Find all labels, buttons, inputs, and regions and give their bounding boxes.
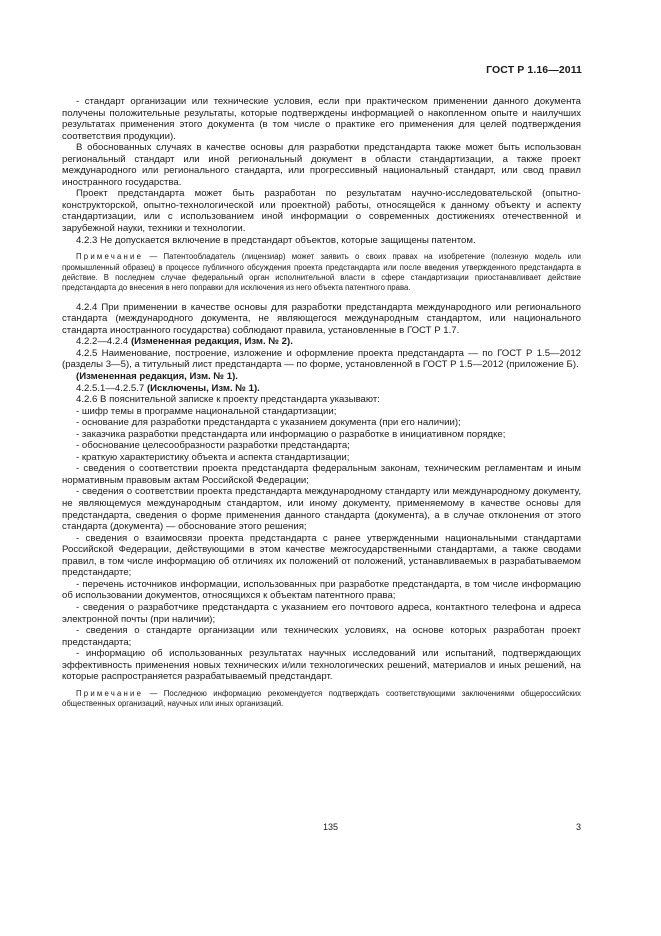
list-item: - информацию об использованных результатах научных исследований или испытаний, подтверждающих эффективность применения новых технических и/или технологических решений, материалов и иных решений, на которые распространяется разрабатываемый предстандарт. — [62, 648, 581, 683]
paragraph: Проект предстандарта может быть разработан по результатам научно-исследовательской (опытно-конструкторской, опытно-технологической или проектной) работы, относящейся к данному объекту и аспекту стандартизации, или с использованием иной информации о современных достижениях отечественной и зарубежной науки, техники и технологии. — [62, 188, 581, 235]
excluded-note: (Исключены, Изм. № 1). — [146, 382, 260, 394]
paragraph-4-2-3: 4.2.3 Не допускается включение в предстандарт объектов, которые защищены патентом. — [76, 234, 476, 246]
clause-ref: 4.2.2—4.2.4 — [76, 336, 129, 348]
list-item: - сведения о соответствии проекта предстандарта федеральным законам, техническим регламентам и иным нормативным правовым актам Российской Федерации; — [62, 463, 581, 486]
note-text: — Последнюю информацию рекомендуется подтверждать соответствующими заключениями общероссийских общественных организаций, научных или иных организаций. — [62, 688, 581, 709]
list-item: - перечень источников информации, использованных при разработке предстандарта, в том числе информацию об использовании документов, относящихся к объектам патентного права; — [62, 578, 581, 602]
note-info — [62, 689, 581, 710]
change-note-4-2-5: (Измененная редакция, Изм. № 1). — [76, 371, 238, 383]
paragraph-4-2-6: 4.2.6 В пояснительной записке к проекту предстандарта указывают: — [76, 394, 380, 406]
note-patent — [62, 252, 581, 294]
note-label: Примечание — [76, 688, 144, 698]
page-number-right: 3 — [575, 822, 581, 832]
list-item: - краткую характеристику объекта и аспекта стандартизации; — [76, 451, 350, 463]
list-item: - сведения о стандарте организации или технических условиях, на основе которых разработан проект предстандарта; — [62, 625, 581, 648]
change-note: (Измененная редакция, Изм. № 2). — [130, 336, 293, 348]
paragraph: - стандарт организации или технические условия, если при практическом применении данного документа получены положительные результаты, которые подтверждены информацией о накопленном опыте и наилучших результатах применения этого документа (в том числе о практике его применения для целей подтверждения соответствия продукции). — [62, 96, 581, 142]
note-label: Примечание — [76, 252, 144, 262]
list-item: - сведения о соответствии проекта предстандарта международному стандарту или международному документу, не являющемуся международным стандартом, или иному документу, применяемому в качестве основы для предстандарта, сведения о форме применения данного стандарта (документа), а в случае отклонения от этого стандарта (документа) — обоснование этого решения; — [62, 486, 581, 533]
list-item: - заказчика разработки предстандарта или информацию о разработке в инициативном порядке; — [76, 428, 506, 440]
paragraph-4-2-5: 4.2.5 Наименование, построение, изложение и оформление проекта предстандарта — по ГОСТ Р 1.5—2012 (разделы 3—5), а титульный лист предстандарта — по форме, установленной в ГОСТ Р 1.5—2012 (приложение Б). — [62, 347, 581, 371]
list-item: - шифр темы в программе национальной стандартизации; — [76, 405, 337, 417]
clause-ref: 4.2.5.1—4.2.5.7 — [76, 382, 145, 394]
page-number-center: 135 — [322, 822, 339, 832]
paragraph-4-2-4: 4.2.4 При применении в качестве основы для разработки предстандарта международного или регионального стандарта (международного документа, не являющегося международным стандартом, или национального стандарта иностранного государства) соблюдают правила, установленные в ГОСТ Р 1.7. — [62, 301, 581, 336]
note-text: — Патентообладатель (лицензиар) может заявить о своих правах на изобретение (полезную модель или промышленный образец) в процессе публичного обсуждения проекта предстандарта или после введения утвержденного предстандарта в действие. В последнем случае федеральный орган исполнительной власти в сфере стандартизации приостанавливает действие предстандарта до внесения в него поправки для исключения из него объекта патентного права. — [62, 252, 581, 293]
document-id-header: ГОСТ Р 1.16—2011 — [486, 64, 582, 76]
list-item: - обоснование целесообразности разработки предстандарта; — [76, 440, 350, 452]
list-item: - сведения о разработчике предстандарта с указанием его почтового адреса, контактного телефона и адреса электронной почты (при наличии); — [62, 601, 581, 625]
list-item: - основание для разработки предстандарта с указанием документа (при его наличии); — [76, 417, 461, 429]
paragraph-4-2-5-1 — [62, 383, 581, 395]
list-item: - сведения о взаимосвязи проекта предстандарта с ранее утвержденными национальными стандартами Российской Федерации, действующими в этом качестве межгосударственными стандартами, а также сводами правил, в том числе информацию об отличиях их положений от положений, устанавливаемых в разрабатываемом предстандарте; — [62, 532, 581, 579]
paragraph: В обоснованных случаях в качестве основы для разработки предстандарта также может быть использован региональный стандарт или иной региональный документ в области стандартизации, а также проект международного или регионального стандарта, или прогрессивный национальный стандарт, или свод правил иностранного государства. — [62, 142, 581, 188]
document-body — [62, 96, 581, 718]
paragraph-4-2-2-change — [62, 336, 581, 348]
